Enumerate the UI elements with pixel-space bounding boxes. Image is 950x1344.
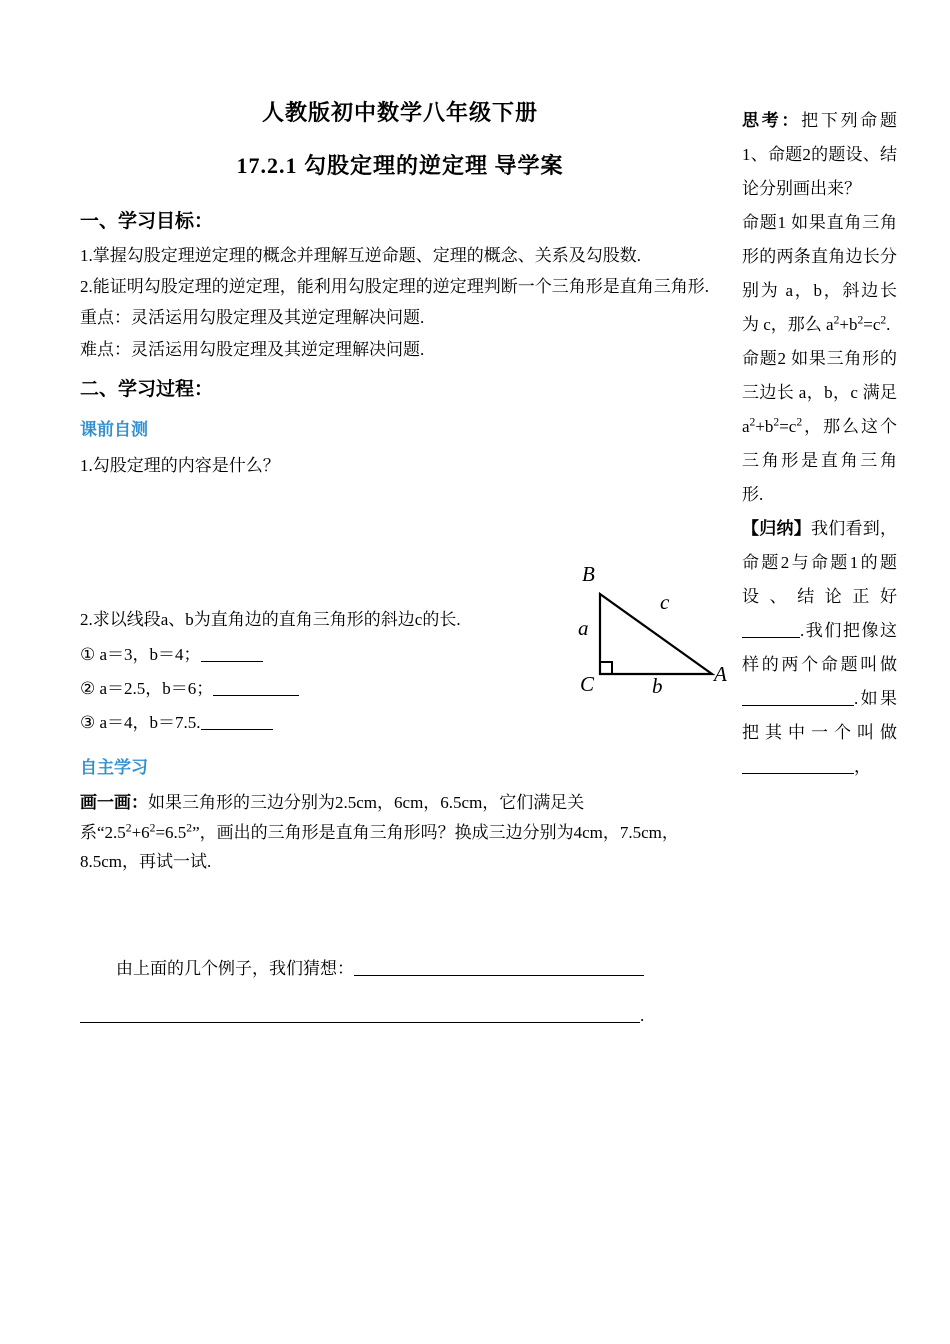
sidebar-blank-1[interactable]: [742, 620, 800, 638]
key-point-line: 重点：灵活运用勾股定理及其逆定理解决问题.: [80, 308, 425, 328]
question-2: 2.求以线段a、b为直角边的直角三角形的斜边c的长.: [80, 610, 461, 630]
sidebar-think-block: [742, 104, 897, 206]
guess-blank-1[interactable]: [354, 958, 644, 976]
figure-vertex-b: B: [582, 562, 595, 586]
guess-blank-2[interactable]: [80, 1005, 640, 1023]
section-heading-process: 二、学习过程：: [80, 378, 214, 400]
question-1: 1.勾股定理的内容是什么？: [80, 455, 280, 475]
document-title: 人教版初中数学八年级下册: [261, 100, 538, 125]
answer-blank-3[interactable]: [201, 712, 273, 730]
difficult-point-line: 难点：灵活运用勾股定理及其逆定理解决问题.: [80, 339, 425, 359]
main-content-column: [80, 96, 720, 1026]
sidebar-think-label: 思考：: [742, 111, 802, 130]
sidebar-conclusion-text-2: .我们把像这样的两个命题叫做: [742, 621, 897, 674]
draw-activity-text: 如果三角形的三边分别为2.5cm，6cm，6.5cm，它们满足关系“$2.5^2+6^2=6.5^2$”，画出的三角形是直角三角形吗？换成三边分别为4cm，7.5cm，8.5cm，再试一试.: [80, 793, 679, 871]
goal-item-1: 1.掌握勾股定理逆定理的概念并理解互逆命题、定理的概念、关系及勾股数.: [80, 246, 641, 265]
answer-space-1: [80, 484, 720, 574]
sidebar-blank-2[interactable]: [742, 688, 854, 706]
sidebar-proposition-2: 命题2 如果三角形的三边长 a，b，c 满足 $a^2+b^2=c^2$，那么这个三角形是直角三角形.: [742, 349, 897, 504]
sidebar-conclusion-block: [742, 512, 897, 784]
q2-item-1-text: ① a＝3，b＝4；: [80, 644, 201, 664]
right-triangle-figure: [552, 562, 742, 701]
guess-text: 由上面的几个例子，我们猜想：: [116, 959, 354, 979]
sidebar-blank-3[interactable]: [742, 756, 854, 774]
answer-blank-1[interactable]: [201, 644, 263, 662]
sidebar-notes-column: [742, 104, 897, 784]
sidebar-conclusion-label: 【归纳】: [742, 519, 811, 538]
guess-line: [80, 954, 720, 979]
guess-line-2: [80, 1005, 720, 1026]
q2-item-2-text: ② a＝2.5，b＝6；: [80, 678, 214, 698]
figure-vertex-a: A: [714, 662, 727, 686]
draw-activity: [80, 788, 720, 876]
figure-side-c: c: [660, 590, 670, 614]
sidebar-think-text: 把下列命题1、命题2的题设、结论分别画出来？: [742, 111, 898, 198]
answer-blank-2[interactable]: [213, 678, 299, 696]
goal-item-2: 2.能证明勾股定理的逆定理，能利用勾股定理的逆定理判断一个三角形是直角三角形.: [80, 277, 709, 297]
q2-item-3-text: ③ a＝4，b＝7.5.: [80, 713, 201, 733]
figure-vertex-c: C: [580, 672, 595, 696]
guess-tail: .: [640, 1006, 645, 1026]
document-subtitle: 17.2.1 勾股定理的逆定理 导学案: [236, 153, 564, 178]
question-2-item-3: [80, 707, 720, 739]
figure-side-b: b: [652, 674, 663, 698]
subsection-pretest: 课前自测: [80, 419, 148, 439]
sidebar-proposition-1: 命题1 如果直角三角形的两条直角边长分别为 a，b，斜边长为 c，那么 $a^2+b^2=c^2$.: [742, 213, 897, 334]
sidebar-conclusion-text-4: ，: [854, 757, 871, 776]
figure-side-a: a: [578, 616, 589, 640]
sidebar-conclusion-text-3: .如果把其中一个叫做: [742, 689, 897, 742]
draw-activity-label: 画一画：: [80, 793, 148, 813]
sidebar-conclusion-text-1: 我们看到，命题2与命题1的题设、结论正好: [742, 519, 897, 606]
subsection-selfstudy: 自主学习: [80, 758, 148, 778]
section-heading-goals: 一、学习目标：: [80, 211, 214, 232]
